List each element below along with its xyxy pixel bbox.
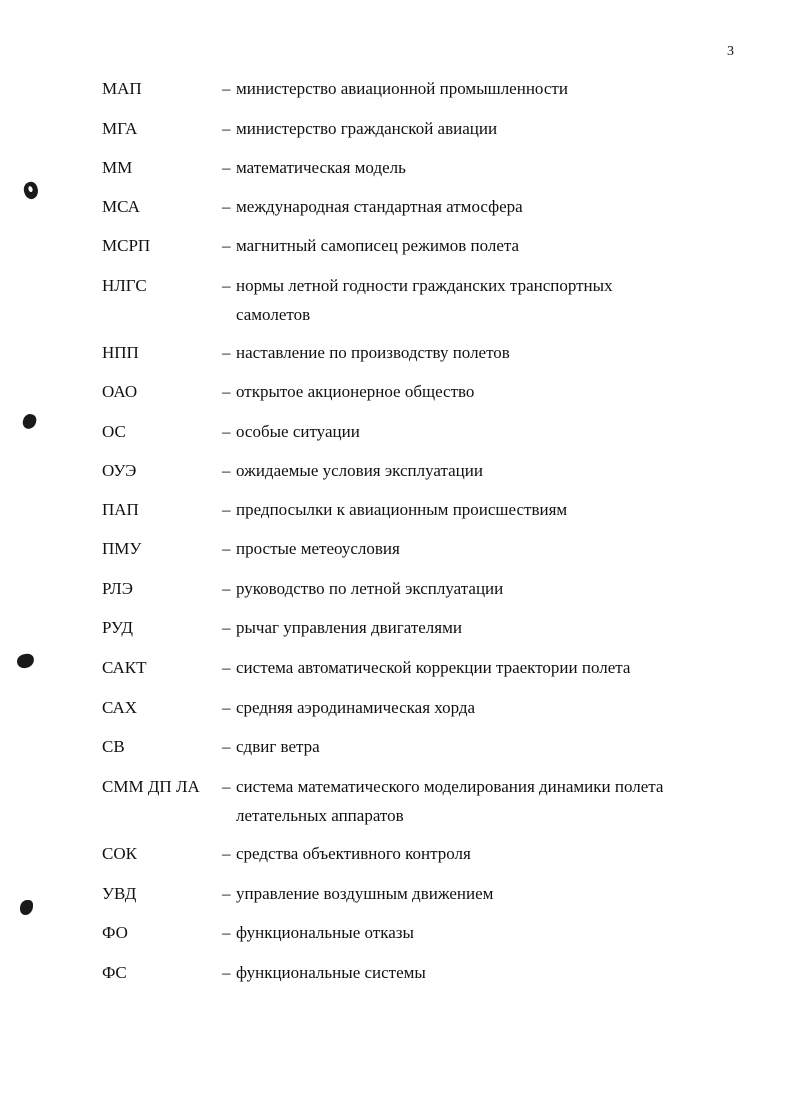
abbreviation-definition: – министерство авиационной промышленности <box>222 74 676 103</box>
abbreviation-definition: – международная стандартная атмосфера <box>222 192 676 221</box>
abbreviation: САКТ <box>102 658 147 677</box>
abbreviation: НПП <box>102 343 139 362</box>
abbreviation-entry <box>102 772 702 830</box>
page-number: 3 <box>727 44 734 59</box>
abbreviation-definition: – средняя аэродинамическая хорда <box>222 693 676 722</box>
abbreviation: РУД <box>102 618 133 637</box>
abbreviation-definition: – предпосылки к авиационным происшествиям <box>222 495 676 524</box>
abbreviation-definition: – система автоматической коррекции траектории полета <box>222 653 696 682</box>
abbreviation: МСРП <box>102 236 151 255</box>
abbreviation-definition: – функциональные системы <box>222 958 676 987</box>
abbreviation: ОС <box>102 422 126 441</box>
abbreviation: СММ ДП ЛА <box>102 777 200 796</box>
abbreviation-definition: – простые метеоусловия <box>222 534 676 563</box>
abbreviation-definition: – управление воздушным движением <box>222 879 676 908</box>
abbreviation-definition: – особые ситуации <box>222 417 676 446</box>
abbreviation: ФС <box>102 963 127 982</box>
abbreviation: МАП <box>102 79 142 98</box>
abbreviation: УВД <box>102 884 137 903</box>
abbreviation-entry <box>102 377 702 406</box>
abbreviation: МГА <box>102 119 138 138</box>
abbreviation-entry <box>102 839 702 868</box>
abbreviation: ОУЭ <box>102 461 137 480</box>
abbreviation: ПАП <box>102 500 139 519</box>
abbreviation-definition: – открытое акционерное общество <box>222 377 676 406</box>
abbreviation-definition: – средства объективного контроля <box>222 839 676 868</box>
abbreviation-entry <box>102 338 702 367</box>
abbreviation-entry <box>102 192 702 221</box>
ink-blot <box>20 900 33 915</box>
abbreviation: СОК <box>102 844 137 863</box>
abbreviation-definition: – ожидаемые условия эксплуатации <box>222 456 676 485</box>
abbreviation: СВ <box>102 737 125 756</box>
abbreviation: НЛГС <box>102 276 147 295</box>
abbreviation-entry <box>102 613 702 642</box>
abbreviation-entry <box>102 732 702 761</box>
abbreviation-entry <box>102 456 702 485</box>
abbreviation-definition: – министерство гражданской авиации <box>222 114 676 143</box>
abbreviation-entry <box>102 918 702 947</box>
abbreviation-entry <box>102 495 702 524</box>
abbreviation: МСА <box>102 197 140 216</box>
abbreviation: ПМУ <box>102 539 142 558</box>
abbreviation-definition: – математическая модель <box>222 153 676 182</box>
abbreviation-entry <box>102 693 702 722</box>
abbreviation-entry <box>102 74 702 103</box>
abbreviation-entry <box>102 153 702 182</box>
abbreviation-entry <box>102 231 702 260</box>
abbreviation: РЛЭ <box>102 579 133 598</box>
abbreviation: ММ <box>102 158 133 177</box>
abbreviation-definition: – нормы летной годности гражданских транспортных самолетов <box>222 271 676 329</box>
abbreviation-definition: – магнитный самописец режимов полета <box>222 231 676 260</box>
abbreviation: ФО <box>102 923 128 942</box>
abbreviation-entry <box>102 534 702 563</box>
abbreviation-entry <box>102 271 702 329</box>
abbreviation-definition: – наставление по производству полетов <box>222 338 676 367</box>
abbreviation: САХ <box>102 698 138 717</box>
abbreviation-entry <box>102 958 702 987</box>
abbreviation-definition: – система математического моделирования динамики полета летательных аппаратов <box>222 772 676 830</box>
abbreviation-definition: – сдвиг ветра <box>222 732 676 761</box>
abbreviation: ОАО <box>102 382 138 401</box>
abbreviation-entry <box>102 879 702 908</box>
abbreviation-entry <box>102 417 702 446</box>
abbreviation-definition: – функциональные отказы <box>222 918 676 947</box>
abbreviation-entry <box>102 653 702 682</box>
abbreviation-definition: – руководство по летной эксплуатации <box>222 574 676 603</box>
ink-blot <box>21 413 37 431</box>
abbreviation-definition: – рычаг управления двигателями <box>222 613 676 642</box>
abbreviation-entry <box>102 114 702 143</box>
abbreviation-entry <box>102 574 702 603</box>
ink-blot <box>22 180 41 201</box>
ink-blot <box>16 653 35 669</box>
